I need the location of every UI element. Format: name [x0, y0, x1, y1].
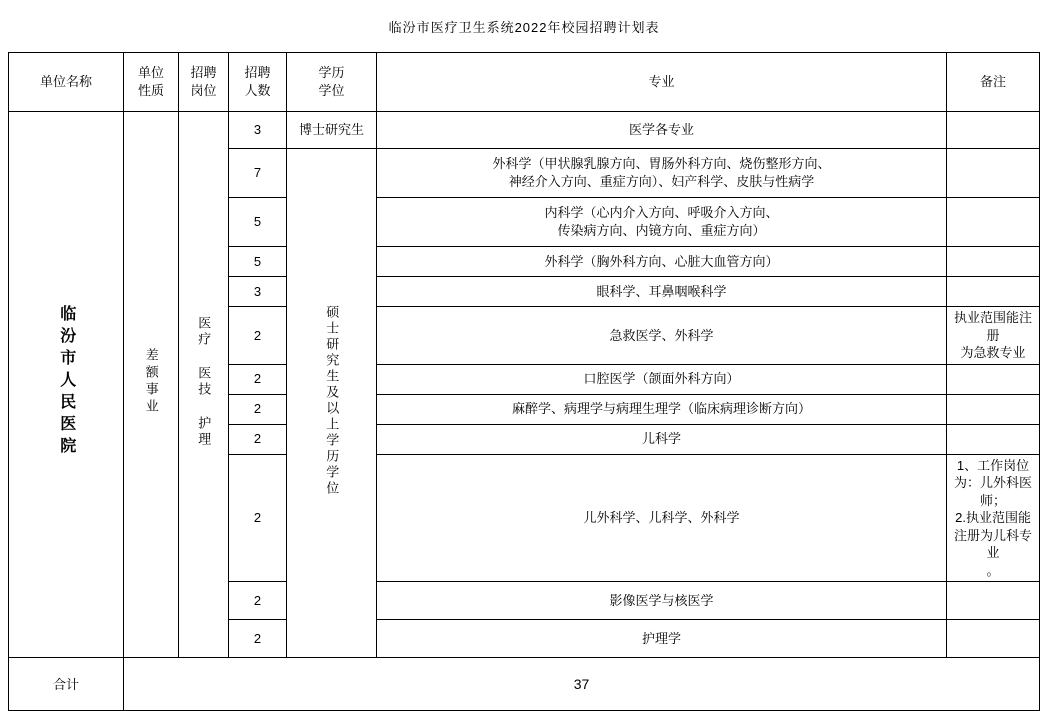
- cell-major: 医学各专业: [377, 112, 947, 149]
- cell-remark: [947, 620, 1040, 658]
- cell-remark: [947, 394, 1040, 424]
- cell-unit-nature: [124, 112, 179, 658]
- remark-line-4: 2.执业范围能: [955, 510, 1031, 526]
- header-unit-nature-line2: 性质: [137, 83, 164, 98]
- header-recruit-post-line2: 岗位: [190, 83, 217, 98]
- cell-remark: [947, 149, 1040, 198]
- remark-line-1: 1、工作岗位: [956, 457, 1030, 473]
- cell-degree-doctor: 博士研究生: [287, 112, 377, 149]
- cell-remark: [947, 277, 1040, 307]
- major-line-2: 传染病方向、内镜方向、重症方向）: [557, 223, 766, 238]
- cell-recruit-count: 2: [229, 307, 287, 365]
- header-recruit-count-line2: 人数: [244, 83, 271, 98]
- header-education-line1: 学历: [318, 65, 345, 81]
- title-row: [9, 4, 1040, 53]
- recruitment-plan-table: [8, 4, 1040, 711]
- unit-name-text: 临汾市人民医院: [57, 305, 75, 460]
- header-unit-nature-line1: 单位: [137, 65, 164, 81]
- cell-major: 口腔医学（颌面外科方向）: [377, 364, 947, 394]
- cell-remark: [947, 112, 1040, 149]
- header-unit-nature: [124, 53, 179, 112]
- cell-major: 外科学（胸外科方向、心脏大血管方向）: [377, 247, 947, 277]
- cell-major: 儿外科学、儿科学、外科学: [377, 454, 947, 582]
- header-remark: 备注: [947, 53, 1040, 112]
- cell-remark: [947, 364, 1040, 394]
- cell-recruit-count: 2: [229, 424, 287, 454]
- header-recruit-post-line1: 招聘: [190, 65, 217, 81]
- cell-major: [377, 149, 947, 198]
- cell-major: 护理学: [377, 620, 947, 658]
- cell-recruit-count: 3: [229, 277, 287, 307]
- total-row: [9, 658, 1040, 711]
- cell-recruit-count: 2: [229, 620, 287, 658]
- cell-recruit-count: 2: [229, 454, 287, 582]
- cell-degree-master: [287, 149, 377, 658]
- cell-recruit-count: 7: [229, 149, 287, 198]
- total-value: 37: [124, 658, 1040, 711]
- unit-nature-text: 差额事业: [143, 348, 159, 417]
- degree-master-text: 硕士研究生及以上学历学位: [324, 304, 340, 497]
- remark-line-5: 注册为儿科专业: [954, 527, 1033, 561]
- cell-recruit-count: 3: [229, 112, 287, 149]
- cell-major: 影像医学与核医学: [377, 582, 947, 620]
- remark-line-2: 为急救专业: [960, 345, 1026, 361]
- cell-remark: [947, 454, 1040, 582]
- major-line-1: 外科学（甲状腺乳腺方向、胃肠外科方向、烧伤整形方向、: [492, 156, 831, 172]
- remark-line-3: 师；: [980, 492, 1007, 508]
- spreadsheet-canvas: [0, 4, 1047, 693]
- cell-recruit-post: [179, 112, 229, 658]
- cell-recruit-count: 5: [229, 247, 287, 277]
- remark-line-2: 为：儿外科医: [954, 475, 1033, 491]
- cell-remark: [947, 307, 1040, 365]
- remark-line-1: 执业范围能注册: [954, 310, 1033, 343]
- major-line-1: 内科学（心内介入方向、呼吸介入方向、: [544, 205, 779, 221]
- header-recruit-count: [229, 53, 287, 112]
- cell-recruit-count: 2: [229, 582, 287, 620]
- cell-major: 麻醉学、病理学与病理生理学（临床病理诊断方向）: [377, 394, 947, 424]
- total-label: 合计: [9, 658, 124, 711]
- page-title: 临汾市医疗卫生系统2022年校园招聘计划表: [388, 20, 660, 36]
- major-line-2: 神经介入方向、重症方向）、妇产科学、皮肤与性病学: [508, 174, 815, 189]
- header-recruit-post: [179, 53, 229, 112]
- cell-unit-name: [9, 112, 124, 658]
- cell-major: [377, 198, 947, 247]
- cell-remark: [947, 247, 1040, 277]
- cell-major: 急救医学、外科学: [377, 307, 947, 365]
- header-unit-name: 单位名称: [9, 53, 124, 112]
- header-recruit-count-line1: 招聘: [244, 65, 271, 81]
- cell-remark: [947, 198, 1040, 247]
- cell-major: 眼科学、耳鼻咽喉科学: [377, 277, 947, 307]
- header-major: 专业: [377, 53, 947, 112]
- cell-recruit-count: 5: [229, 198, 287, 247]
- cell-recruit-count: 2: [229, 364, 287, 394]
- cell-remark: [947, 582, 1040, 620]
- table-header-row: [9, 53, 1040, 112]
- recruit-post-text: 医疗 医技 护理: [196, 316, 212, 449]
- header-education-degree: [287, 53, 377, 112]
- cell-major: 儿科学: [377, 424, 947, 454]
- cell-remark: [947, 424, 1040, 454]
- table-row: [9, 112, 1040, 149]
- cell-recruit-count: 2: [229, 394, 287, 424]
- header-education-line2: 学位: [318, 83, 345, 98]
- remark-line-6: 。: [986, 562, 1000, 578]
